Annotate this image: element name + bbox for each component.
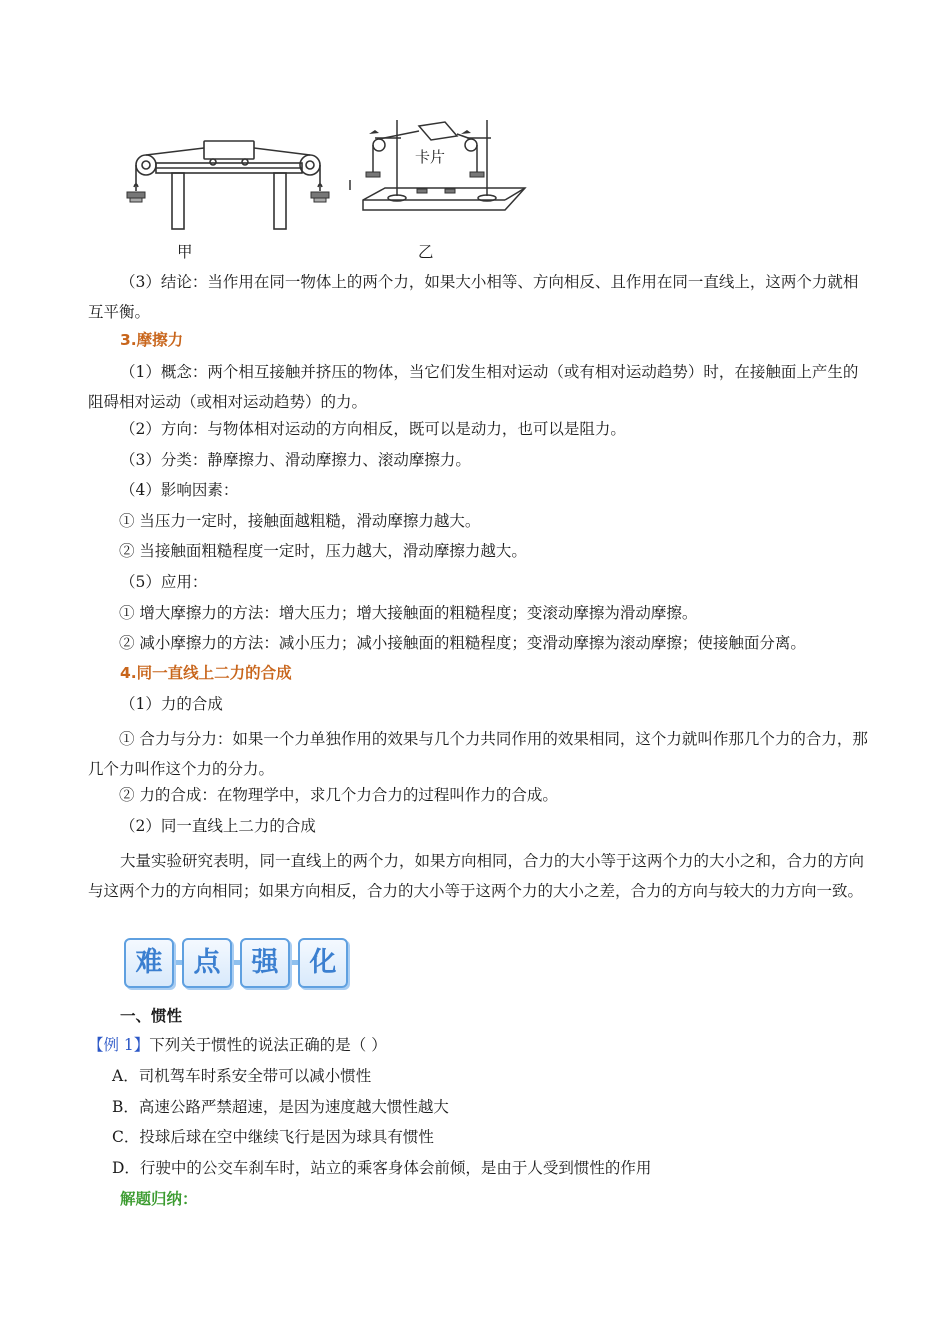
friction-factor-1: ① 当压力一定时，接触面越粗糙，滑动摩擦力越大。 (119, 512, 481, 530)
option-c[interactable]: C．投球后球在空中继续飞行是因为球具有惯性 (112, 1128, 434, 1146)
example-question-line (88, 1034, 387, 1056)
composition-heading: 4.同一直线上二力的合成 (120, 664, 292, 682)
figure-jia-table-pulleys (120, 135, 335, 235)
banner-char-1: 难 (124, 938, 174, 988)
friction-types: （3）分类：静摩擦力、滑动摩擦力、滚动摩擦力。 (120, 451, 471, 469)
section-title: 一、惯性 (120, 1007, 183, 1025)
banner-char-4: 化 (298, 938, 348, 988)
banner-char-2: 点 (182, 938, 232, 988)
composition-sub-2: （2）同一直线上二力的合成 (120, 817, 316, 835)
friction-application-2: ② 减小摩擦力的方法：减小压力；减小接触面的粗糙程度；变滑动摩擦为滚动摩擦；使接触面分离。 (119, 634, 806, 652)
friction-application-1: ① 增大摩擦力的方法：增大压力；增大接触面的粗糙程度；变滚动摩擦为滑动摩擦。 (119, 604, 698, 622)
friction-application-title: （5）应用： (120, 573, 208, 591)
option-d[interactable]: D．行驶中的公交车刹车时，站立的乘客身体会前倾，是由于人受到惯性的作用 (112, 1159, 652, 1177)
composition-sub-1: （1）力的合成 (120, 695, 223, 713)
conclusion-paragraph: （3）结论：当作用在同一物体上的两个力，如果大小相等、方向相反、且作用在同一直线上，这两个力就相互平衡。 (88, 273, 859, 321)
banner-char-3: 强 (240, 938, 290, 988)
friction-factor-2: ② 当接触面粗糙程度一定时，压力越大，滑动摩擦力越大。 (119, 542, 527, 560)
example-tag: 【例 1】 (88, 1036, 150, 1054)
friction-heading: 3.摩擦力 (120, 331, 184, 349)
card-label: 卡片 (415, 148, 446, 166)
friction-direction: （2）方向：与物体相对运动的方向相反，既可以是动力，也可以是阻力。 (120, 420, 626, 438)
figure-yi-card-pulleys (345, 112, 530, 220)
composition-item-2: ② 力的合成：在物理学中，求几个力合力的过程叫作力的合成。 (119, 786, 558, 804)
solution-summary-label: 解题归纳： (120, 1190, 198, 1208)
example-question: 下列关于惯性的说法正确的是（ ） (149, 1036, 387, 1054)
option-a[interactable]: A．司机驾车时系安全带可以减小惯性 (112, 1067, 372, 1085)
figure-label-jia: 甲 (177, 243, 193, 261)
friction-concept: （1）概念：两个相互接触并挤压的物体，当它们发生相对运动（或有相对运动趋势）时，在接触面上产生的阻碍相对运动（或相对运动趋势）的力。 (88, 363, 859, 411)
friction-factors-title: （4）影响因素： (120, 481, 239, 499)
figure-label-yi: 乙 (418, 243, 434, 261)
composition-item-1: ① 合力与分力：如果一个力单独作用的效果与几个力共同作用的效果相同，这个力就叫作那几个力的合力，那几个力叫作这个力的分力。 (88, 730, 868, 778)
composition-paragraph: 大量实验研究表明，同一直线上的两个力，如果方向相同，合力的大小等于这两个力的大小之和，合力的方向与这两个力的方向相同；如果方向相反，合力的大小等于这两个力的大小之差，合力的方向与较大的力方向一致。 (88, 852, 865, 900)
option-b[interactable]: B．高速公路严禁超速，是因为速度越大惯性越大 (112, 1098, 449, 1116)
